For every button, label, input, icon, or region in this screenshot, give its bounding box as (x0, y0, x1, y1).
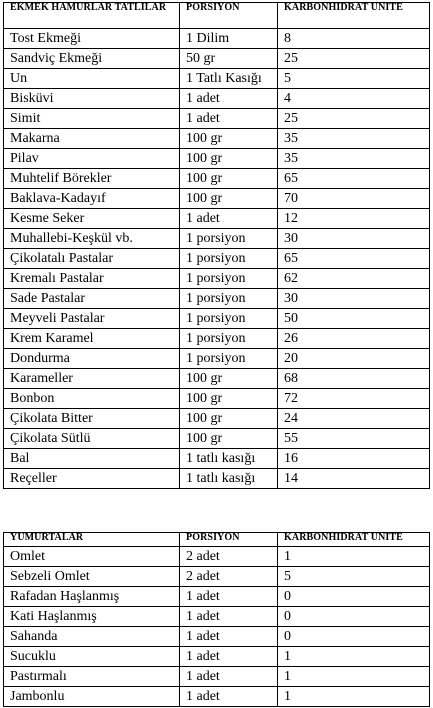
food-name-cell: Jambonlu (4, 687, 180, 707)
carb-unit-cell: 25 (278, 49, 430, 69)
table-row (4, 289, 430, 309)
table-row (4, 409, 430, 429)
food-name-cell: Baklava-Kadayıf (4, 189, 180, 209)
carb-unit-cell: 5 (278, 567, 430, 587)
portion-cell: 100 gr (180, 409, 278, 429)
table-row (4, 329, 430, 349)
portion-cell: 1 porsiyon (180, 329, 278, 349)
table-row (4, 69, 430, 89)
food-name-cell: Krem Karamel (4, 329, 180, 349)
carb-unit-cell: 0 (278, 627, 430, 647)
carb-unit-cell: 4 (278, 89, 430, 109)
table-body (4, 29, 430, 489)
food-name-cell: Bisküvi (4, 89, 180, 109)
carb-unit-cell: 26 (278, 329, 430, 349)
carb-unit-cell: 35 (278, 129, 430, 149)
carb-unit-cell: 16 (278, 449, 430, 469)
table-row (4, 429, 430, 449)
carb-unit-cell: 30 (278, 289, 430, 309)
carb-unit-cell: 72 (278, 389, 430, 409)
carb-unit-cell: 24 (278, 409, 430, 429)
portion-cell: 1 porsiyon (180, 269, 278, 289)
food-name-cell: Muhtelif Börekler (4, 169, 180, 189)
table-row (4, 369, 430, 389)
carb-unit-cell: 65 (278, 249, 430, 269)
portion-cell: 1 tatlı kasığı (180, 449, 278, 469)
portion-cell: 100 gr (180, 389, 278, 409)
table-row (4, 567, 430, 587)
food-column-header: YUMURTALAR (4, 533, 180, 547)
portion-column-header: PORSIYON (180, 3, 278, 29)
food-name-cell: Un (4, 69, 180, 89)
food-name-cell: Çikolata Bitter (4, 409, 180, 429)
table-row (4, 209, 430, 229)
portion-cell: 1 adet (180, 647, 278, 667)
food-name-cell: Bal (4, 449, 180, 469)
table-row (4, 309, 430, 329)
food-name-cell: Karameller (4, 369, 180, 389)
portion-cell: 1 adet (180, 627, 278, 647)
food-name-cell: Sucuklu (4, 647, 180, 667)
carb-unit-cell: 1 (278, 667, 430, 687)
food-name-cell: Sebzeli Omlet (4, 567, 180, 587)
portion-cell: 1 porsiyon (180, 249, 278, 269)
carb-unit-cell: 5 (278, 69, 430, 89)
portion-column-header: PORSIYON (180, 533, 278, 547)
carb-unit-cell: 65 (278, 169, 430, 189)
portion-cell: 1 Dilim (180, 29, 278, 49)
carb-unit-cell: 62 (278, 269, 430, 289)
carb-unit-cell: 12 (278, 209, 430, 229)
table-row (4, 547, 430, 567)
portion-cell: 1 porsiyon (180, 229, 278, 249)
food-name-cell: Rafadan Haşlanmış (4, 587, 180, 607)
portion-cell: 100 gr (180, 149, 278, 169)
portion-cell: 1 adet (180, 607, 278, 627)
table-row (4, 449, 430, 469)
carb-unit-cell: 55 (278, 429, 430, 449)
table-row (4, 49, 430, 69)
food-name-cell: Sade Pastalar (4, 289, 180, 309)
food-name-cell: Simit (4, 109, 180, 129)
food-name-cell: Meyveli Pastalar (4, 309, 180, 329)
table-row (4, 389, 430, 409)
bread-dough-desserts-table (3, 2, 430, 489)
food-name-cell: Omlet (4, 547, 180, 567)
table-header-row (4, 3, 430, 29)
table-row (4, 109, 430, 129)
portion-cell: 100 gr (180, 169, 278, 189)
carb-unit-cell: 1 (278, 647, 430, 667)
food-name-cell: Muhallebi-Keşkül vb. (4, 229, 180, 249)
portion-cell: 1 adet (180, 667, 278, 687)
eggs-table (3, 532, 430, 707)
carb-unit-cell: 30 (278, 229, 430, 249)
food-name-cell: Çikolata Sütlü (4, 429, 180, 449)
table-row (4, 647, 430, 667)
carb-unit-cell: 70 (278, 189, 430, 209)
portion-cell: 100 gr (180, 129, 278, 149)
portion-cell: 2 adet (180, 567, 278, 587)
portion-cell: 1 adet (180, 89, 278, 109)
portion-cell: 1 adet (180, 209, 278, 229)
food-name-cell: Kesme Seker (4, 209, 180, 229)
table-row (4, 229, 430, 249)
table-row (4, 469, 430, 489)
food-name-cell: Tost Ekmeği (4, 29, 180, 49)
table-header-row (4, 533, 430, 547)
portion-cell: 1 adet (180, 109, 278, 129)
table-row (4, 129, 430, 149)
food-name-cell: Kati Haşlanmış (4, 607, 180, 627)
table-row (4, 587, 430, 607)
table-row (4, 667, 430, 687)
carb-unit-column-header: KARBONHIDRAT UNITE (278, 3, 430, 29)
table-row (4, 687, 430, 707)
carb-unit-cell: 35 (278, 149, 430, 169)
table-row (4, 89, 430, 109)
food-name-cell: Makarna (4, 129, 180, 149)
table-row (4, 627, 430, 647)
table-row (4, 249, 430, 269)
carb-unit-cell: 50 (278, 309, 430, 329)
portion-cell: 1 porsiyon (180, 309, 278, 329)
table-row (4, 607, 430, 627)
portion-cell: 1 porsiyon (180, 349, 278, 369)
food-name-cell: Çikolatalı Pastalar (4, 249, 180, 269)
table-row (4, 269, 430, 289)
portion-cell: 1 tatlı kasığı (180, 469, 278, 489)
carb-unit-cell: 25 (278, 109, 430, 129)
portion-cell: 100 gr (180, 189, 278, 209)
table-body (4, 547, 430, 707)
carb-unit-cell: 0 (278, 587, 430, 607)
portion-cell: 1 adet (180, 687, 278, 707)
food-name-cell: Reçeller (4, 469, 180, 489)
carb-unit-cell: 8 (278, 29, 430, 49)
table-row (4, 349, 430, 369)
table-row (4, 29, 430, 49)
food-name-cell: Dondurma (4, 349, 180, 369)
portion-cell: 100 gr (180, 369, 278, 389)
portion-cell: 1 adet (180, 587, 278, 607)
carb-unit-cell: 14 (278, 469, 430, 489)
carb-unit-column-header: KARBONHIDRAT UNITE (278, 533, 430, 547)
carb-unit-cell: 1 (278, 547, 430, 567)
portion-cell: 100 gr (180, 429, 278, 449)
portion-cell: 2 adet (180, 547, 278, 567)
food-name-cell: Pilav (4, 149, 180, 169)
food-column-header: EKMEK HAMURLAR TATLILAR (4, 3, 180, 29)
portion-cell: 1 porsiyon (180, 289, 278, 309)
food-name-cell: Sandviç Ekmeği (4, 49, 180, 69)
food-name-cell: Kremalı Pastalar (4, 269, 180, 289)
table-row (4, 169, 430, 189)
carb-unit-cell: 1 (278, 687, 430, 707)
carb-unit-cell: 0 (278, 607, 430, 627)
carb-unit-cell: 20 (278, 349, 430, 369)
carb-unit-cell: 68 (278, 369, 430, 389)
portion-cell: 1 Tatlı Kasığı (180, 69, 278, 89)
table-row (4, 149, 430, 169)
food-name-cell: Pastırmalı (4, 667, 180, 687)
portion-cell: 50 gr (180, 49, 278, 69)
food-name-cell: Sahanda (4, 627, 180, 647)
table-row (4, 189, 430, 209)
food-name-cell: Bonbon (4, 389, 180, 409)
